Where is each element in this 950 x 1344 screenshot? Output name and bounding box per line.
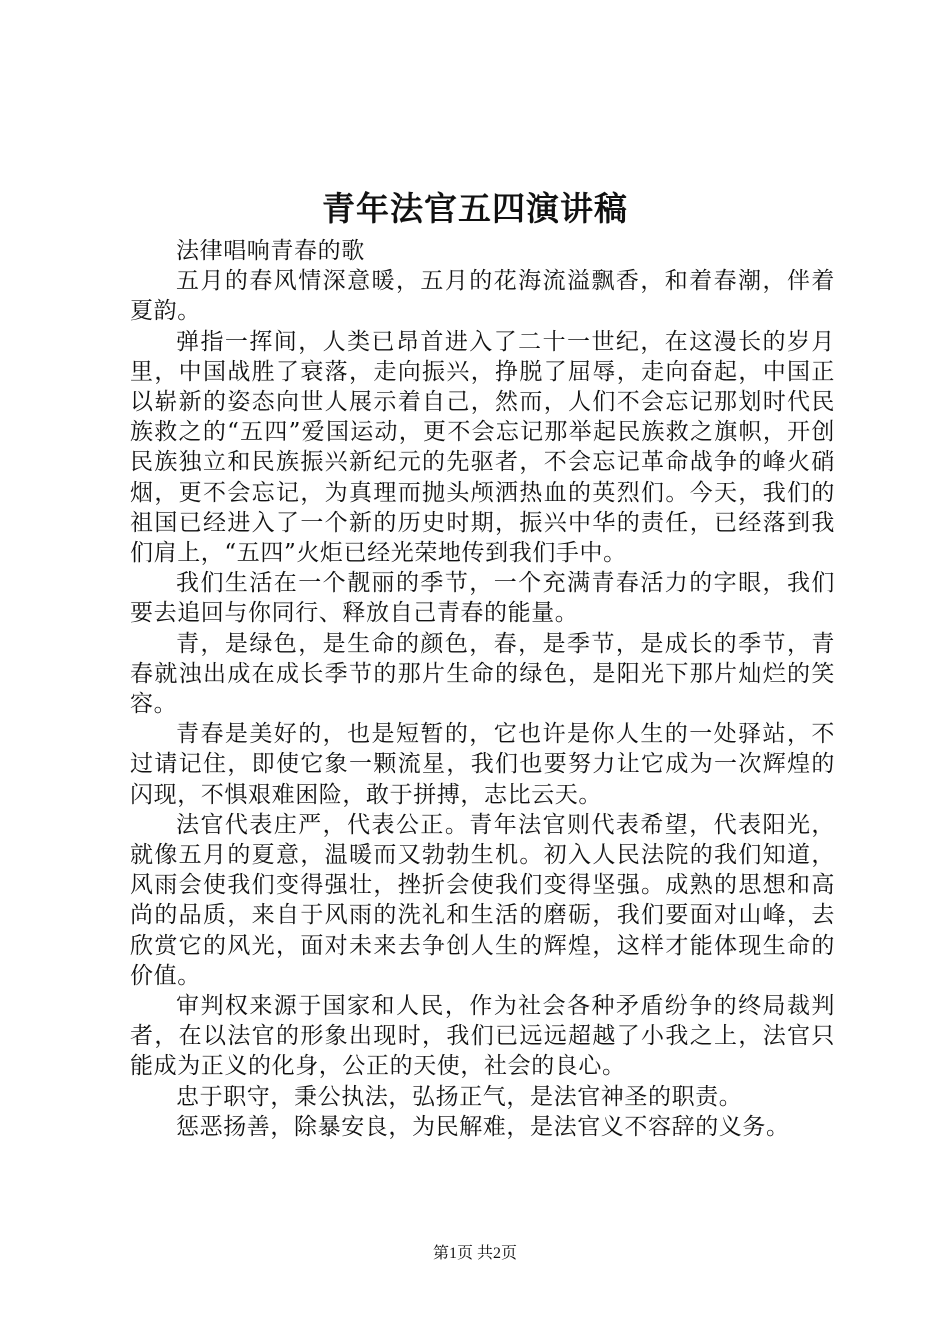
paragraph: 青春是美好的，也是短暂的，它也许是你人生的一处驿站，不过请记住，即使它象一颗流星，我们也要努力让它成为一次辉煌的闪现，不惧艰难困险，敢于拼搏，志比云天。	[130, 721, 835, 808]
document-title: 青年法官五四演讲稿	[322, 189, 628, 228]
document-body	[130, 236, 835, 1142]
paragraph: 五月的春风情深意暖，五月的花海流溢飘香，和着春潮，伴着夏韵。	[130, 268, 835, 325]
paragraph: 我们生活在一个靓丽的季节，一个充满青春活力的字眼，我们要去追回与你同行、释放自己青春的能量。	[130, 570, 835, 627]
paragraph-subtitle: 法律唱响青春的歌	[176, 238, 365, 264]
paragraph: 审判权来源于国家和人民，作为社会各种矛盾纷争的终局裁判者，在以法官的形象出现时，我们已远远超越了小我之上，法官只能成为正义的化身，公正的天使，社会的良心。	[130, 993, 835, 1080]
paragraph: 忠于职守，秉公执法，弘扬正气，是法官神圣的职责。	[176, 1083, 743, 1110]
paragraph: 法官代表庄严，代表公正。青年法官则代表希望，代表阳光，就像五月的夏意，温暖而又勃勃生机。初入人民法院的我们知道，风雨会使我们变得强壮，挫折会使我们变得坚强。成熟的思想和高尚的品质，来自于风雨的洗礼和生活的磨砺，我们要面对山峰，去欣赏它的风光，面对未来去争创人生的辉煌，这样才能体现生命的价值。	[130, 811, 835, 989]
page-footer: 第1页 共2页	[432, 1245, 517, 1262]
paragraph: 惩恶扬善，除暴安良，为民解难，是法官义不容辞的义务。	[176, 1113, 790, 1140]
paragraph: 青，是绿色，是生命的颜色，春，是季节，是成长的季节，青春就浊出成在成长季节的那片生命的绿色，是阳光下那片灿烂的笑容。	[130, 630, 835, 718]
paragraph: 弹指一挥间，人类已昂首进入了二十一世纪，在这漫长的岁月里，中国战胜了衰落，走向振兴，挣脱了屈辱，走向奋起，中国正以崭新的姿态向世人展示着自己，然而，人们不会忘记那划时代民族救之的“五四”爱国运动，更不会忘记那举起民族救之旗帜，开创民族独立和民族振兴新纪元的先驱者，不会忘记革命战争的峰火硝烟，更不会忘记，为真理而抛头颅洒热血的英烈们。今天，我们的祖国已经进入了一个新的历史时期，振兴中华的责任，已经落到我们肩上，“五四”火炬已经光荣地传到我们手中。	[130, 328, 835, 567]
